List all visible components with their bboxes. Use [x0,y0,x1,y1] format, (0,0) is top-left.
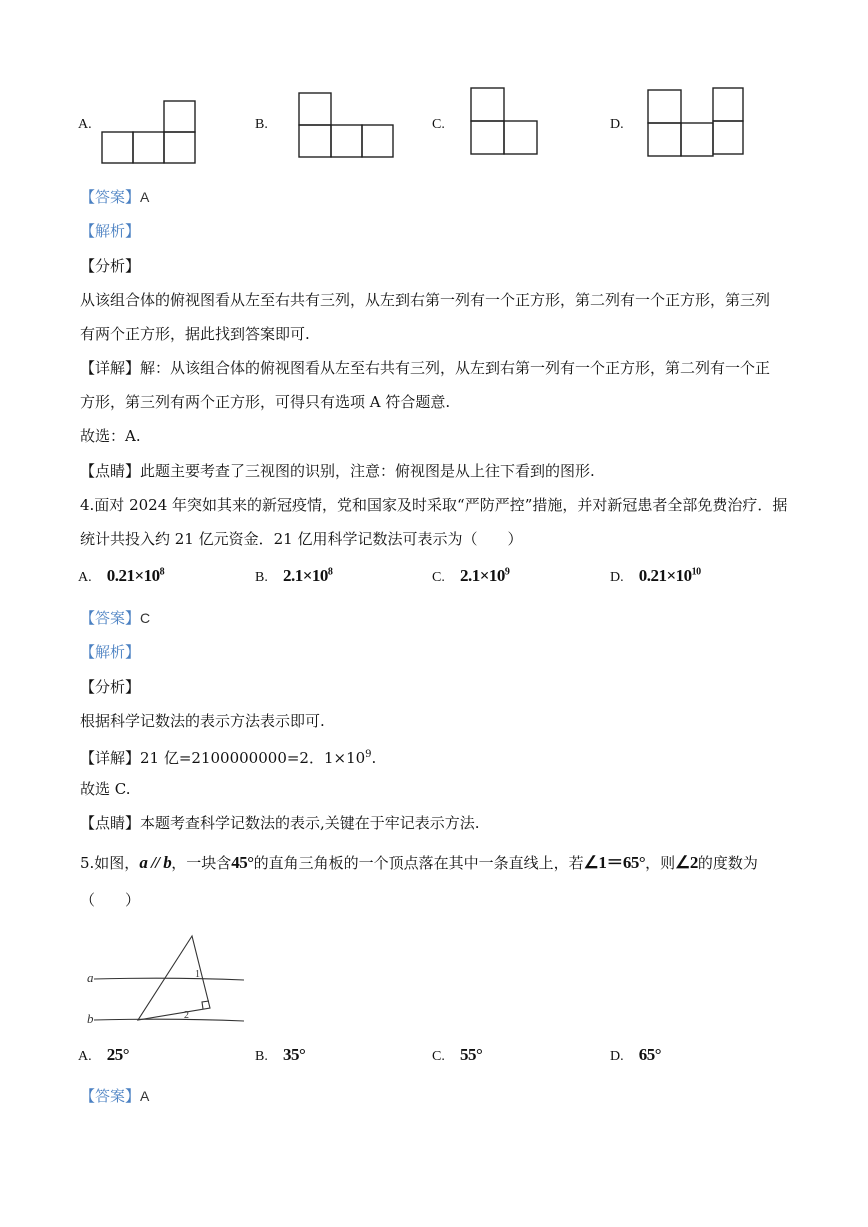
option-base: 2.1×10 [282,566,328,585]
q4-option-a [78,566,164,586]
answer-tag: 【答案】 [80,1087,141,1105]
option-exponent: 9 [504,566,510,578]
q5-answer [80,1085,149,1107]
answer-tag: 【答案】 [80,188,141,206]
option-letter: A. [78,570,92,585]
q3-option-d-figure [646,86,746,158]
xiangjie-text: 【详解】21 亿=2100000000=2．1×10 [80,749,366,767]
q3-option-b-figure [297,90,397,160]
angle-2-label: 2 [184,1010,189,1021]
math-45-degrees: 45° [231,853,254,872]
q3-fenxi-tag: 【分析】 [80,257,141,275]
q5-option-d [610,1045,661,1065]
q3-guxuan: 故选：A. [80,427,141,445]
option-value [283,566,332,585]
option-base: 0.21×10 [638,566,692,585]
option-value [460,566,509,585]
option-exponent: 8 [327,566,333,578]
q4-answer [80,607,150,629]
option-base: 0.21×10 [106,566,160,585]
q4-stem-line-2: 统计共投入约 21 亿元资金．21 亿用科学记数法可表示为（ ） [80,530,523,548]
q3-xiangjie-line-1: 【详解】解：从该组合体的俯视图看从左至右共有三列，从左到右第一列有一个正方形，第二列有一个正 [80,359,771,377]
stem-text: ，一块含 [171,854,232,872]
stem-text: 5.如图， [80,854,140,872]
q4-stem-line-1: 4.面对 2024 年突如其来的新冠疫情，党和国家及时采取“严防严控”措施，并对新冠患者全部免费治疗．据 [80,496,788,514]
option-letter: C. [432,570,445,585]
stem-text: 的度数为 [697,854,758,872]
q3-dianjing: 【点睛】此题主要考查了三视图的识别，注意：俯视图是从上往下看到的图形. [80,462,595,480]
option-letter: D. [610,570,624,585]
q3-fenxi-line-2: 有两个正方形，据此找到答案即可. [80,325,310,343]
option-exponent: 8 [159,566,165,578]
q5-option-b [255,1045,305,1065]
option-base: 2.1×10 [459,566,505,585]
option-value: 55° [459,1045,483,1064]
option-letter: C. [432,1049,445,1064]
stem-text: ，则 [645,854,676,872]
q5-paren: （ ） [80,891,141,909]
q5-option-a [78,1045,129,1065]
q4-option-b [255,566,332,586]
q4-guxuan: 故选 C. [80,780,131,798]
math-angle-2: ∠2 [675,853,698,872]
q4-dianjing: 【点睛】本题考查科学记数法的表示,关键在于牢记表示方法. [80,814,480,832]
angle-1-label: 1 [195,969,200,980]
option-value [107,566,164,585]
q3-option-d-letter: D. [610,117,624,132]
q3-option-a-figure [100,98,200,166]
q5-figure [84,930,254,1030]
q3-option-c-figure [469,86,541,158]
xiangjie-end: . [371,749,377,767]
q3-option-a-letter: A. [78,117,92,132]
stem-text: 的直角三角板的一个顶点落在其中一条直线上，若 [253,854,584,872]
q4-jiexi-tag: 【解析】 [80,643,141,661]
option-value: 65° [638,1045,662,1064]
q4-fenxi-tag: 【分析】 [80,678,141,696]
option-exponent: 10 [691,566,701,578]
xiangjie-exponent: 9 [365,749,372,760]
line-a-label: a [87,970,94,985]
q3-option-c-letter: C. [432,117,445,132]
answer-value: A [140,189,150,205]
option-letter: B. [255,1049,268,1064]
answer-value: A [140,1088,150,1104]
option-value: 25° [106,1045,130,1064]
q5-option-c [432,1045,482,1065]
q3-fenxi-line-1: 从该组合体的俯视图看从左至右共有三列，从左到右第一列有一个正方形，第二列有一个正方形，第三列 [80,291,771,309]
option-value [639,566,701,585]
q5-stem-line-1 [80,852,758,874]
q3-answer [80,186,149,208]
option-letter: B. [255,570,268,585]
q4-fenxi: 根据科学记数法的表示方法表示即可. [80,712,325,730]
q4-option-d [610,566,701,586]
answer-tag: 【答案】 [80,609,141,627]
option-value: 35° [282,1045,306,1064]
option-letter: D. [610,1049,624,1064]
q4-xiangjie [80,744,376,769]
answer-value: C [140,610,151,626]
line-b-label: b [87,1011,94,1026]
math-a-parallel-b: a // b [139,853,172,872]
q3-xiangjie-line-2: 方形，第三列有两个正方形，可得只有选项 A 符合题意. [80,393,451,411]
q3-jiexi-tag: 【解析】 [80,222,141,240]
q3-option-b-letter: B. [255,117,268,132]
q4-option-c [432,566,509,586]
option-letter: A. [78,1049,92,1064]
math-angle-1: ∠1＝65° [583,853,646,872]
